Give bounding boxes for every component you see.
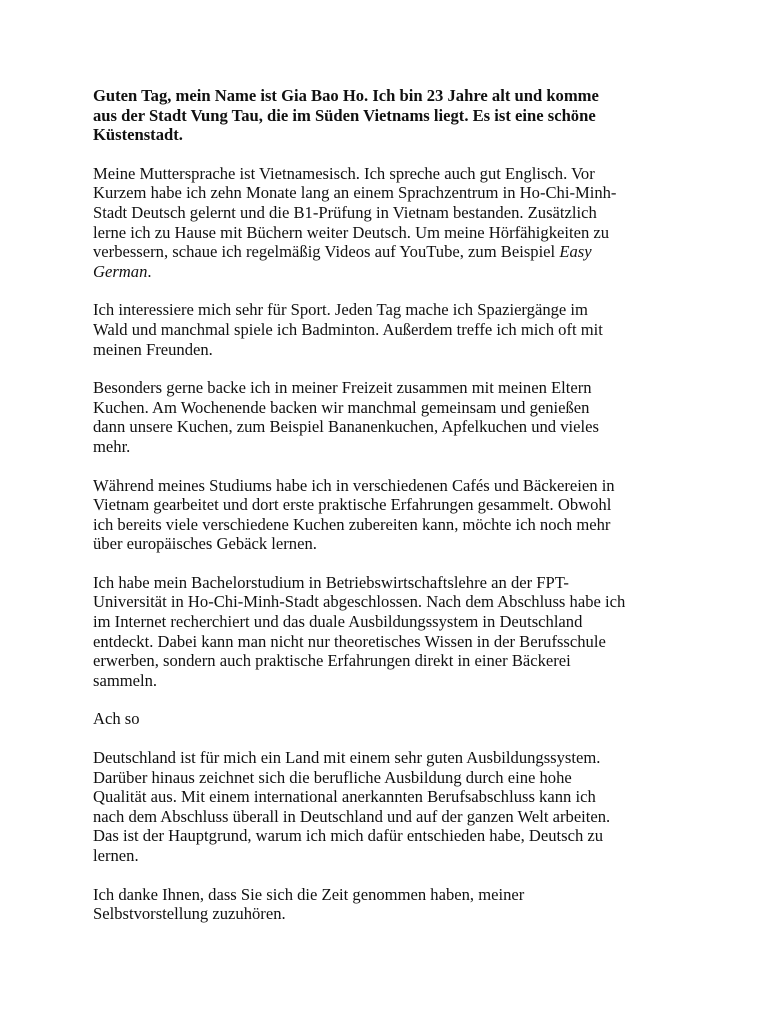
note-paragraph (93, 709, 680, 729)
text-line: Besonders gerne backe ich in meiner Freizeit zusammen mit meinen Eltern (93, 378, 592, 398)
text-line: dann unsere Kuchen, zum Beispiel Bananenkuchen, Apfelkuchen und vieles (93, 417, 599, 437)
text-line: Ich danke Ihnen, dass Sie sich die Zeit genommen haben, meiner (93, 884, 525, 904)
text-line: erwerben, sondern auch praktische Erfahrungen direkt in einer Bäckerei (93, 651, 571, 671)
sport-paragraph (93, 300, 680, 359)
closing-paragraph (93, 885, 680, 924)
text-line (93, 262, 680, 282)
text-segment: . (147, 261, 152, 281)
text-line: sammeln. (93, 670, 158, 690)
text-line: Selbstvorstellung zuzuhören. (93, 904, 286, 924)
text-line: Meine Muttersprache ist Vietnamesisch. Ich spreche auch gut Englisch. Vor (93, 163, 595, 183)
language-paragraph (93, 164, 680, 282)
text-line: meinen Freunden. (93, 339, 213, 359)
text-line: im Internet recherchiert und das duale Ausbildungssystem in Deutschland (93, 612, 583, 632)
text-line: Deutschland ist für mich ein Land mit einem sehr guten Ausbildungssystem. (93, 748, 601, 768)
text-line: Qualität aus. Mit einem international anerkannten Berufsabschluss kann ich (93, 787, 596, 807)
italic-title: Easy (559, 242, 592, 262)
text-line: Wald und manchmal spiele ich Badminton. Außerdem treffe ich mich oft mit (93, 319, 603, 339)
intro-paragraph (93, 86, 680, 145)
text-line: über europäisches Gebäck lernen. (93, 534, 317, 554)
text-line: Universität in Ho-Chi-Minh-Stadt abgeschlossen. Nach dem Abschluss habe ich (93, 592, 626, 612)
text-line: Guten Tag, mein Name ist Gia Bao Ho. Ich bin 23 Jahre alt und komme (93, 86, 599, 105)
text-line: mehr. (93, 436, 131, 456)
text-line (93, 242, 680, 262)
text-line: Stadt Deutsch gelernt und die B1-Prüfung in Vietnam bestanden. Zusätzlich (93, 202, 597, 222)
work-experience-paragraph (93, 476, 680, 554)
germany-paragraph (93, 748, 680, 866)
text-line: Während meines Studiums habe ich in verschiedenen Cafés und Bäckereien in (93, 475, 615, 495)
italic-title: German (93, 261, 148, 281)
text-line: entdeckt. Dabei kann man nicht nur theoretisches Wissen in der Berufsschule (93, 631, 606, 651)
text-line: Küstenstadt. (93, 125, 183, 145)
text-line: nach dem Abschluss überall in Deutschland und auf der ganzen Welt arbeiten. (93, 806, 611, 826)
text-line: lerne ich zu Hause mit Büchern weiter Deutsch. Um meine Hörfähigkeiten zu (93, 222, 610, 242)
text-line: Kuchen. Am Wochenende backen wir manchmal gemeinsam und genießen (93, 397, 590, 417)
text-line: Ich interessiere mich sehr für Sport. Jeden Tag mache ich Spaziergänge im (93, 300, 588, 320)
text-line: lernen. (93, 846, 139, 865)
text-line: Ich habe mein Bachelorstudium in Betriebswirtschaftslehre an der FPT- (93, 572, 569, 592)
text-segment: verbessern, schaue ich regelmäßig Videos auf YouTube, zum Beispiel (93, 242, 560, 262)
text-line: Vietnam gearbeitet und dort erste praktische Erfahrungen gesammelt. Obwohl (93, 495, 612, 515)
text-line: aus der Stadt Vung Tau, die im Süden Vietnams liegt. Es ist eine schöne (93, 105, 596, 125)
education-paragraph (93, 573, 680, 691)
baking-paragraph (93, 378, 680, 456)
text-line: ich bereits viele verschiedene Kuchen zubereiten kann, möchte ich noch mehr (93, 514, 611, 534)
text-line: Ach so (93, 709, 140, 729)
text-line: Darüber hinaus zeichnet sich die berufliche Ausbildung durch eine hohe (93, 767, 572, 787)
text-line: Kurzem habe ich zehn Monate lang an einem Sprachzentrum in Ho-Chi-Minh- (93, 183, 617, 203)
text-line: Das ist der Hauptgrund, warum ich mich dafür entschieden habe, Deutsch zu (93, 826, 604, 846)
